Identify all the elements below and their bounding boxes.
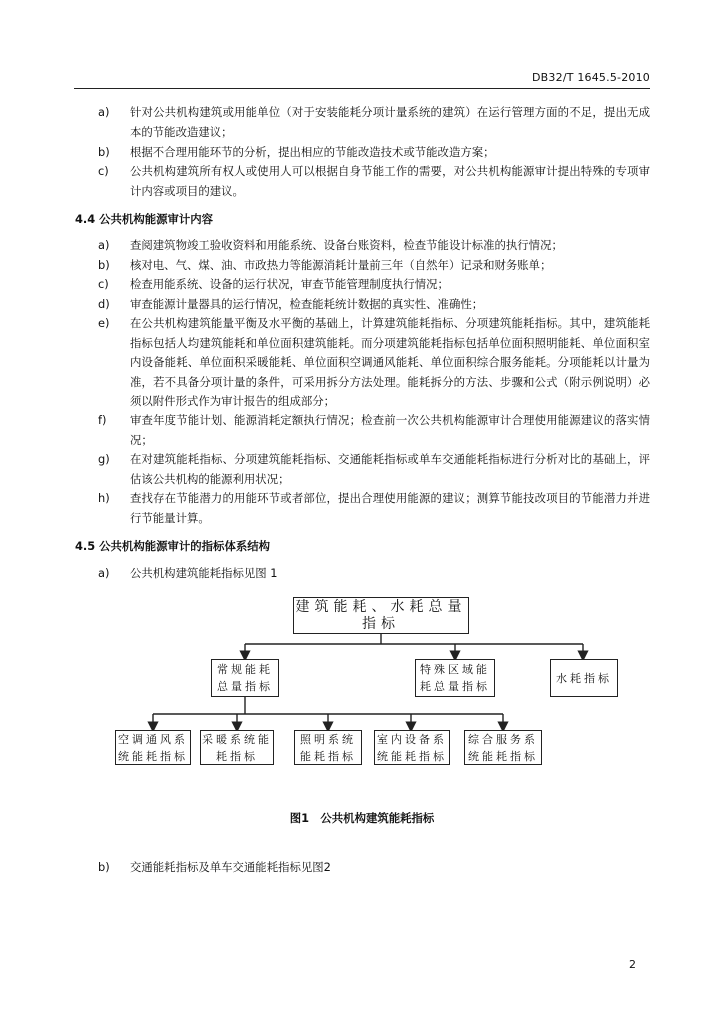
list-text: 根据不合理用能环节的分析，提出相应的节能改造技术或节能改造方案； xyxy=(130,145,495,159)
list-text: 针对公共机构建筑或用能单位（对于安装能耗分项计量系统的建筑）在运行管理方面的不足，提出无成本的节能改造建议； xyxy=(130,105,650,139)
list-text: 在对建筑能耗指标、分项建筑能耗指标、交通能耗指标或单车交通能耗指标进行分析对比的基础上，评估该公共机构的能源利用状况； xyxy=(130,452,650,486)
list-label: b) xyxy=(98,860,110,874)
list-label: a) xyxy=(98,566,110,580)
diagram-node-indoor-equipment: 室内设备系 统能耗指标 xyxy=(374,730,450,765)
list-text: 在公共机构建筑能量平衡及水平衡的基础上，计算建筑能耗指标、分项建筑能耗指标。其中，建筑能耗指标包括人均建筑能耗和单位面积建筑能耗。而分项建筑能耗指标包括单位面积照明能耗、单位面积室内设备能耗、单位面积采暖能耗、单位面积空调通风能耗、单位面积综合服务能耗。分项能耗以计量为准，若不具备分项计量的条件，可采用拆分方法处理。能耗拆分的方法、步骤和公式（附示例说明）必须以附件形式作为审计报告的组成部分； xyxy=(130,316,650,408)
list-label: e) xyxy=(98,316,110,330)
list-text: 审查年度节能计划、能源消耗定额执行情况；检查前一次公共机构能源审计合理使用能源建议的落实情况； xyxy=(130,413,650,447)
list-label: d) xyxy=(98,297,110,311)
list-label: g) xyxy=(98,452,110,466)
list-text: 审查能源计量器具的运行情况，检查能耗统计数据的真实性、准确性； xyxy=(130,297,484,311)
section-heading: 4.4 公共机构能源审计内容 xyxy=(75,212,214,226)
figure-caption: 图1 公共机构建筑能耗指标 xyxy=(289,811,435,825)
list-label: a) xyxy=(98,238,110,252)
list-text: 查找存在节能潜力的用能环节或者部位，提出合理使用能源的建议；测算节能技改项目的节能潜力并进行节能量计算。 xyxy=(130,491,650,525)
list-label: h) xyxy=(98,491,110,505)
list-label: a) xyxy=(98,105,110,119)
list-text: 核对电、气、煤、油、市政热力等能源消耗计量前三年（自然年）记录和财务账单； xyxy=(130,258,552,272)
diagram-node-heating: 采暖系统能 耗指标 xyxy=(200,730,274,765)
diagram-node-conventional: 常规能耗 总量指标 xyxy=(211,659,279,697)
list-text: 检查用能系统、设备的运行状况，审查节能管理制度执行情况； xyxy=(130,277,449,291)
list-label: b) xyxy=(98,145,110,159)
list-label: b) xyxy=(98,258,110,272)
page-number: 2 xyxy=(629,958,636,971)
list-item xyxy=(98,858,650,878)
section-heading: 4.5 公共机构能源审计的指标体系结构 xyxy=(75,539,271,553)
diagram-node-hvac: 空调通风系 统能耗指标 xyxy=(115,730,191,765)
standard-code: DB32/T 1645.5-2010 xyxy=(532,71,650,84)
diagram-node-water: 水耗指标 xyxy=(550,659,618,697)
diagram-root-node: 建筑能耗、水耗总量指标 xyxy=(293,597,469,634)
list-label: c) xyxy=(98,164,109,178)
list-label: f) xyxy=(98,413,107,427)
list-text: 公共机构建筑所有权人或使用人可以根据自身节能工作的需要，对公共机构能源审计提出特殊的专项审计内容或项目的建议。 xyxy=(130,164,650,198)
diagram-node-general-service: 综合服务系 统能耗指标 xyxy=(464,730,542,765)
list-text: 公共机构建筑能耗指标见图 1 xyxy=(130,566,278,580)
list-label: c) xyxy=(98,277,109,291)
diagram-node-lighting: 照明系统 能耗指标 xyxy=(294,730,362,765)
list-text: 查阅建筑物竣工验收资料和用能系统、设备台账资料，检查节能设计标准的执行情况； xyxy=(130,238,563,252)
list-text: 交通能耗指标及单车交通能耗指标见图2 xyxy=(130,860,331,874)
diagram-node-special-area: 特殊区域能 耗总量指标 xyxy=(415,659,495,697)
